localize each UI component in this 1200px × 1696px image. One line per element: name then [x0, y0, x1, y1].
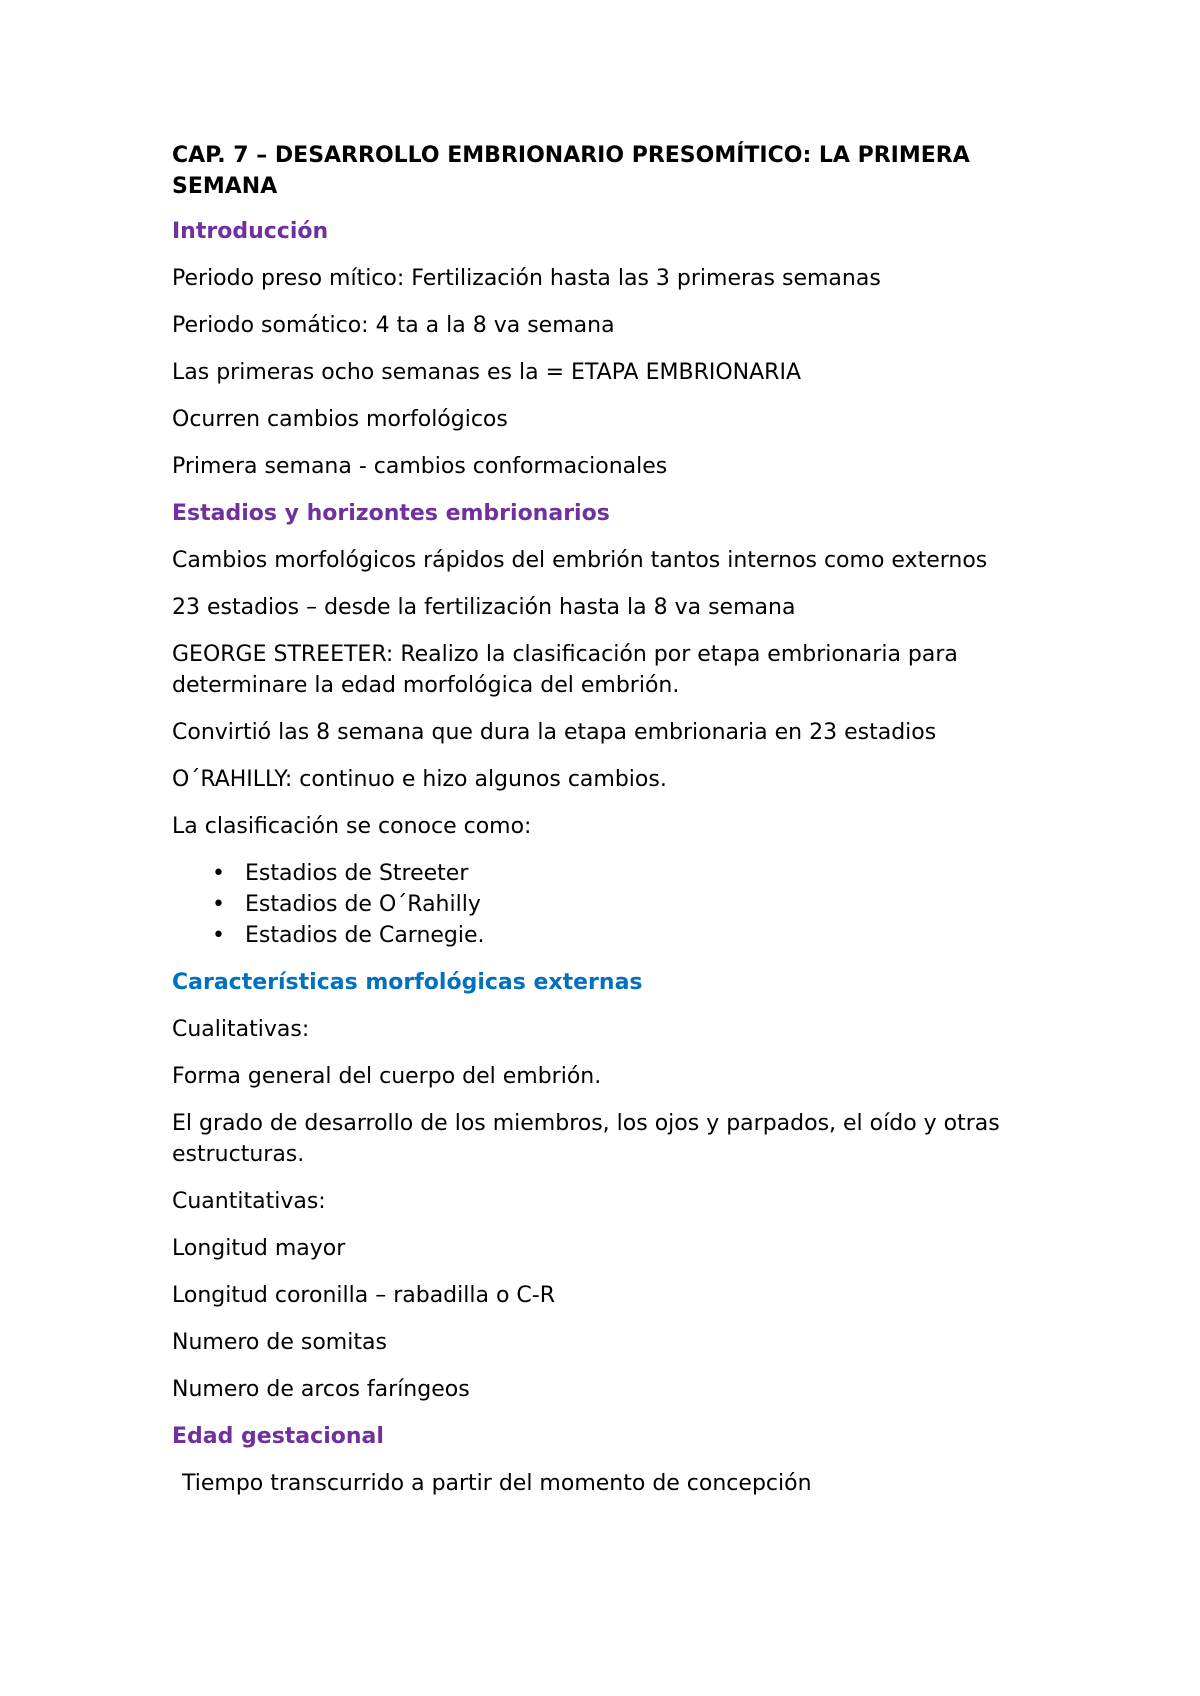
heading-caracteristicas: Características morfológicas externas	[172, 970, 643, 995]
list-item	[172, 889, 1052, 920]
list-item-text: Estadios de O´Rahilly	[245, 892, 481, 917]
document-title: CAP. 7 – DESARROLLO EMBRIONARIO PRESOMÍTICO: LA PRIMERA SEMANA	[172, 143, 970, 199]
paragraph: El grado de desarrollo de los miembros, los ojos y parpados, el oído y otras estructuras.	[172, 1111, 1000, 1167]
paragraph: Longitud mayor	[172, 1236, 346, 1261]
list-item-text: Estadios de Streeter	[245, 861, 469, 886]
bullet-icon: •	[212, 892, 225, 917]
paragraph: Forma general del cuerpo del embrión.	[172, 1064, 602, 1089]
paragraph: Primera semana - cambios conformacionales	[172, 454, 668, 479]
bullet-list	[172, 858, 1052, 951]
paragraph: Cambios morfológicos rápidos del embrión tantos internos como externos	[172, 548, 988, 573]
paragraph: O´RAHILLY: continuo e hizo algunos cambios.	[172, 767, 667, 792]
heading-edad-gestacional: Edad gestacional	[172, 1424, 384, 1449]
document-page	[172, 140, 1052, 1515]
paragraph: Cualitativas:	[172, 1017, 310, 1042]
paragraph: Numero de somitas	[172, 1330, 387, 1355]
paragraph: Numero de arcos faríngeos	[172, 1377, 470, 1402]
heading-introduccion: Introducción	[172, 219, 329, 244]
paragraph: Longitud coronilla – rabadilla o C-R	[172, 1283, 555, 1308]
paragraph: GEORGE STREETER: Realizo la clasificación por etapa embrionaria para determinare la edad morfológica del embrión.	[172, 642, 958, 698]
list-item	[172, 858, 1052, 889]
paragraph: 23 estadios – desde la fertilización hasta la 8 va semana	[172, 595, 796, 620]
paragraph: Tiempo transcurrido a partir del momento de concepción	[182, 1471, 812, 1496]
paragraph: Las primeras ocho semanas es la = ETAPA EMBRIONARIA	[172, 360, 801, 385]
bullet-icon: •	[212, 861, 225, 886]
paragraph: Convirtió las 8 semana que dura la etapa embrionaria en 23 estadios	[172, 720, 937, 745]
list-item-text: Estadios de Carnegie.	[245, 923, 485, 948]
paragraph: Ocurren cambios morfológicos	[172, 407, 508, 432]
paragraph: Cuantitativas:	[172, 1189, 326, 1214]
heading-estadios: Estadios y horizontes embrionarios	[172, 501, 610, 526]
bullet-icon: •	[212, 923, 225, 948]
paragraph: Periodo somático: 4 ta a la 8 va semana	[172, 313, 615, 338]
paragraph: Periodo preso mítico: Fertilización hasta las 3 primeras semanas	[172, 266, 881, 291]
list-item	[172, 920, 1052, 951]
paragraph: La clasificación se conoce como:	[172, 814, 532, 839]
